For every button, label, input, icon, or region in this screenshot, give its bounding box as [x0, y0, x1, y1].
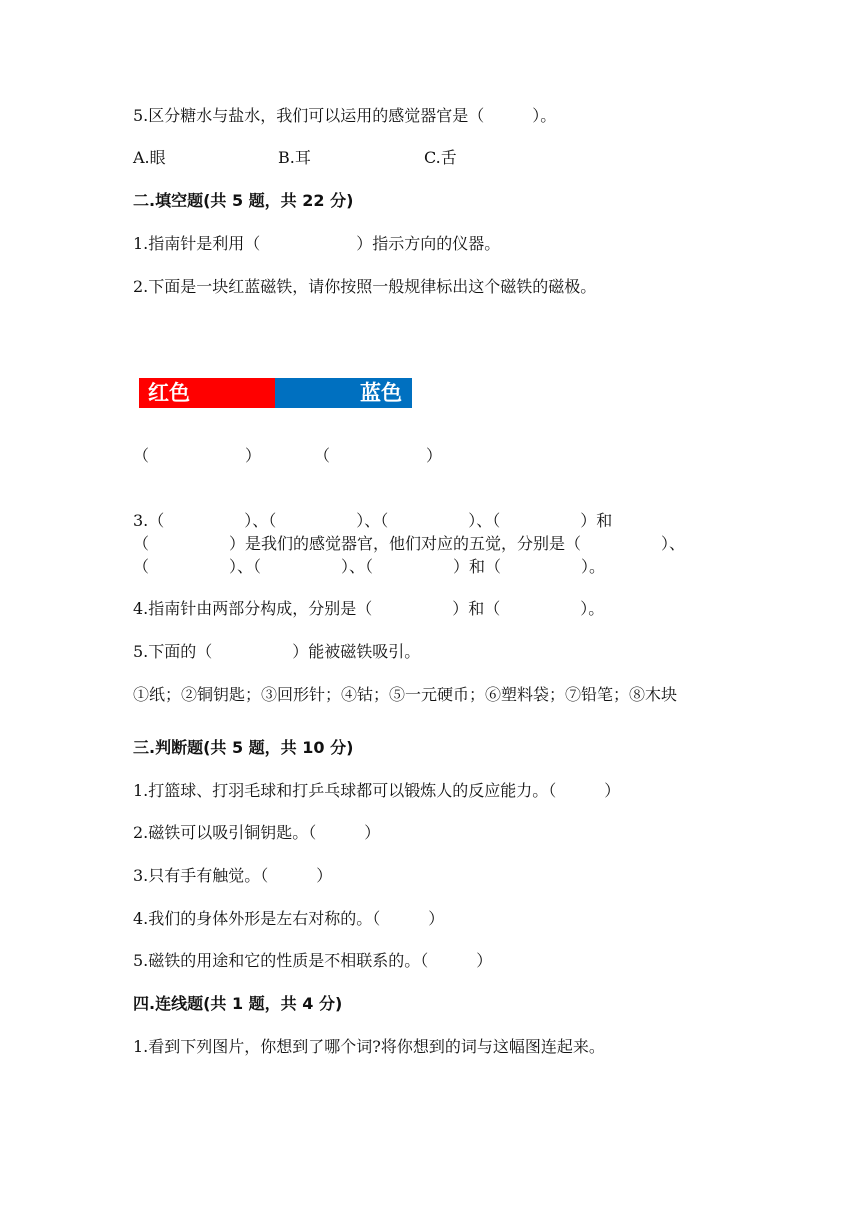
magnet-blue-label: 蓝色 — [360, 381, 402, 405]
judge-question-2: 2.磁铁可以吸引铜钥匙。（ ） — [133, 823, 381, 842]
judge-question-4: 4.我们的身体外形是左右对称的。（ ） — [133, 909, 445, 928]
fill-question-3-line-2: （ ）是我们的感觉器官，他们对应的五觉，分别是（ ）、 — [133, 534, 686, 553]
fill-question-4: 4.指南针由两部分构成，分别是（ ）和（ ）。 — [133, 599, 605, 618]
judge-question-5: 5.磁铁的用途和它的性质是不相联系的。（ ） — [133, 951, 493, 970]
option-b: B.耳 — [278, 148, 311, 167]
magnet-blue-half — [275, 378, 412, 408]
fill-question-3-line-1: 3.（ ）、（ ）、（ ）、（ ）和 — [133, 511, 613, 530]
fill-question-1: 1.指南针是利用（ ）指示方向的仪器。 — [133, 234, 501, 253]
judge-question-1: 1.打篮球、打羽毛球和打乒乓球都可以锻炼人的反应能力。（ ） — [133, 781, 621, 800]
section-2-heading: 二.填空题(共 5 题，共 22 分) — [133, 191, 354, 210]
magnet-red-half — [139, 378, 275, 408]
judge-question-3: 3.只有手有触觉。（ ） — [133, 866, 333, 885]
section-4-heading: 四.连线题(共 1 题，共 4 分) — [133, 994, 343, 1013]
section-3-heading: 三.判断题(共 5 题，共 10 分) — [133, 738, 354, 757]
red-blue-magnet — [139, 378, 412, 408]
fill-question-2: 2.下面是一块红蓝磁铁，请你按照一般规律标出这个磁铁的磁极。 — [133, 277, 597, 296]
fill-question-3-line-3: （ ）、（ ）、（ ）和（ ）。 — [133, 557, 606, 576]
question-5-text: 5.区分糖水与盐水，我们可以运用的感觉器官是（ ）。 — [133, 106, 557, 125]
pole-blank-left: （ ） — [133, 446, 262, 465]
fill-question-5-items: ①纸；②铜钥匙；③回形针；④钴；⑤一元硬币；⑥塑料袋；⑦铅笔；⑧木块 — [133, 685, 678, 704]
pole-blank-right: （ ） — [314, 446, 443, 465]
magnet-red-label: 红色 — [148, 381, 190, 405]
fill-question-5: 5.下面的（ ）能被磁铁吸引。 — [133, 642, 421, 661]
option-c: C.舌 — [424, 148, 457, 167]
option-a: A.眼 — [133, 148, 166, 167]
match-question-1: 1.看到下列图片，你想到了哪个词?将你想到的词与这幅图连起来。 — [133, 1037, 605, 1056]
